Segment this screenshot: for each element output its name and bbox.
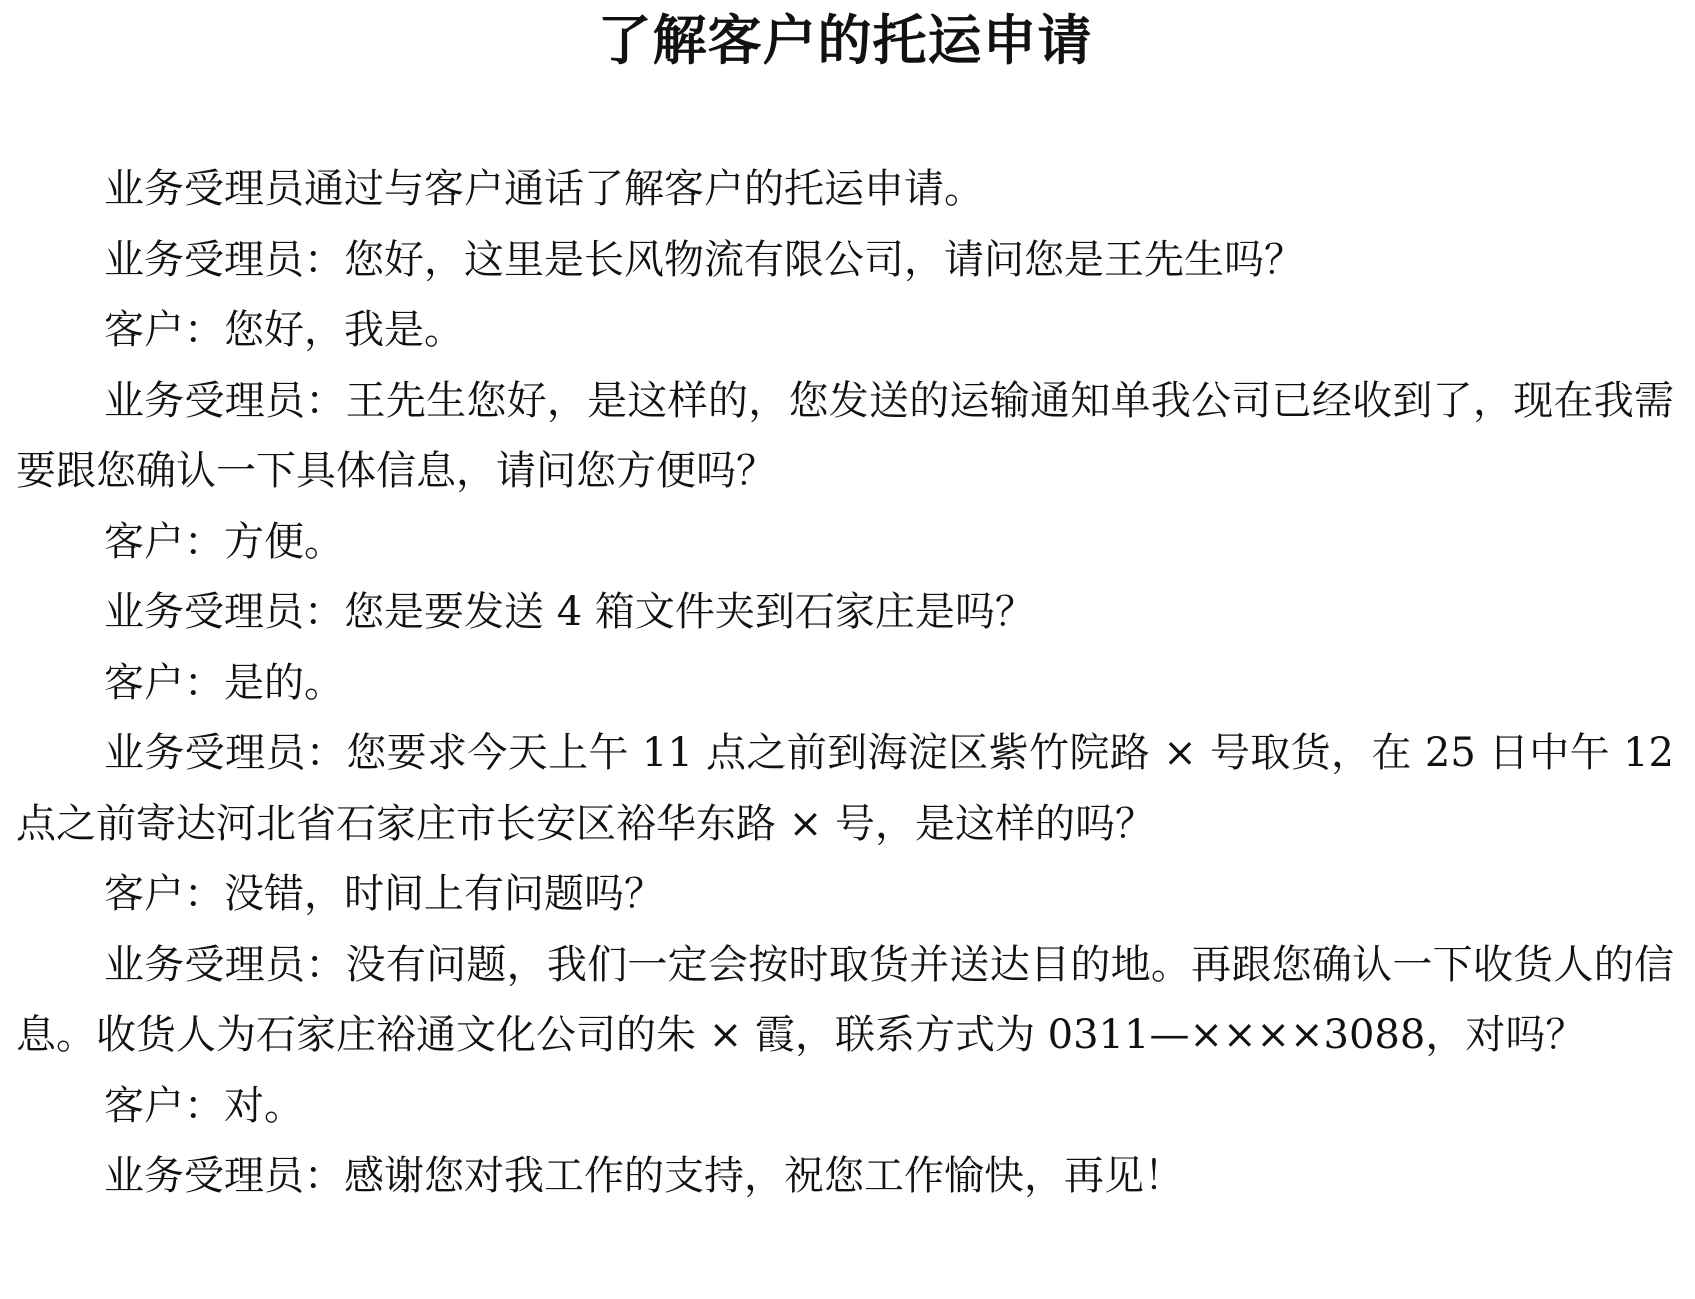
dialogue-line: 客户：方便。 bbox=[104, 518, 344, 565]
dialogue-line: 客户：没错，时间上有问题吗？ bbox=[104, 871, 664, 917]
dialogue-body bbox=[16, 154, 1674, 1212]
document-title: 了解客户的托运申请 bbox=[597, 9, 1093, 72]
dialogue-line: 业务受理员：您好，这里是长风物流有限公司，请问您是王先生吗？ bbox=[104, 236, 1304, 283]
dialogue-line: 客户：对。 bbox=[104, 1082, 304, 1129]
dialogue-line: 客户：是的。 bbox=[104, 659, 344, 706]
dialogue-line: 业务受理员：您要求今天上午 11 点之前到海淀区紫竹院路 × 号取货，在 25 日中午 12 点之前寄达河北省石家庄市长安区裕华东路 × 号，是这样的吗？ bbox=[16, 730, 1674, 847]
intro-paragraph: 业务受理员通过与客户通话了解客户的托运申请。 bbox=[104, 166, 984, 212]
dialogue-line: 业务受理员：没有问题，我们一定会按时取货并送达目的地。再跟您确认一下收货人的信息。收货人为石家庄裕通文化公司的朱 × 霞，联系方式为 0311—××××3088，对吗？ bbox=[16, 941, 1674, 1058]
dialogue-line: 业务受理员：感谢您对我工作的支持，祝您工作愉快，再见！ bbox=[104, 1153, 1184, 1199]
dialogue-line: 业务受理员：王先生您好，是这样的，您发送的运输通知单我公司已经收到了，现在我需要跟您确认一下具体信息，请问您方便吗？ bbox=[16, 377, 1674, 494]
document-page bbox=[16, 0, 1674, 1212]
dialogue-line: 客户：您好，我是。 bbox=[104, 307, 464, 353]
dialogue-line: 业务受理员：您是要发送 4 箱文件夹到石家庄是吗？ bbox=[104, 589, 1035, 635]
